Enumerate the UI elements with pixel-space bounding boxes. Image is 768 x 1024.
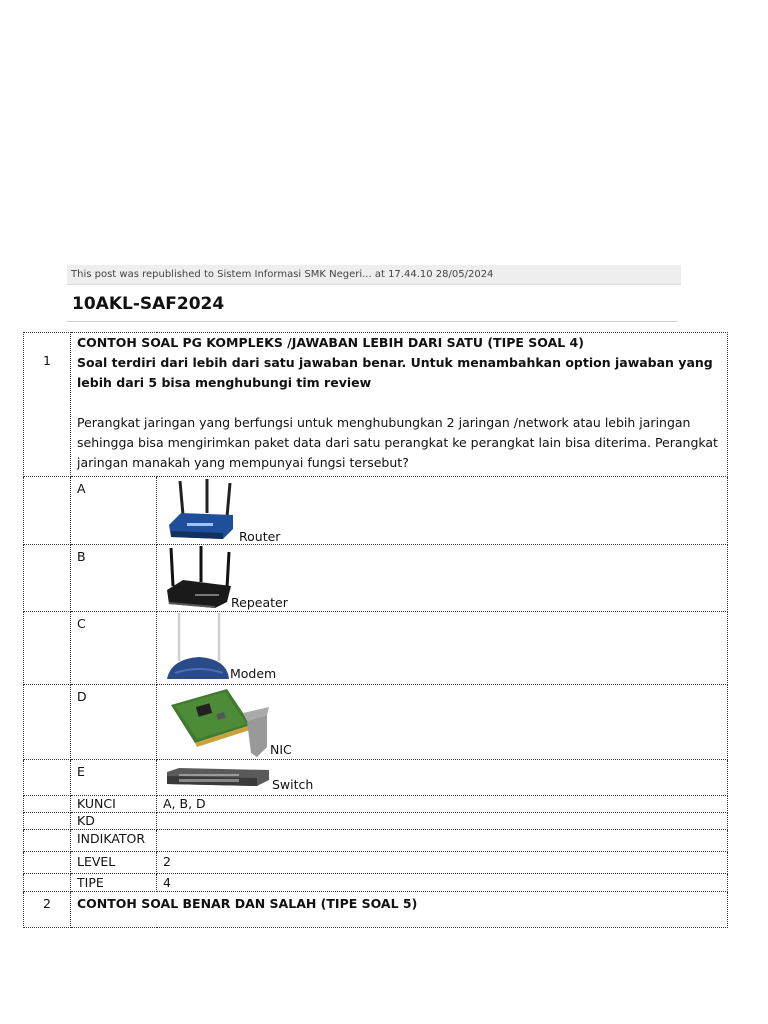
option-label: D	[71, 685, 157, 760]
option-label: B	[71, 545, 157, 612]
question-1-row	[24, 333, 728, 477]
meta-value: 4	[157, 874, 728, 892]
meta-key: INDIKATOR	[71, 830, 157, 852]
question-2-row	[24, 892, 728, 928]
question-instruction: Soal terdiri dari lebih dari satu jawaban benar. Untuk menambahkan option jawaban yang lebih dari 5 bisa menghubungi tim review	[77, 355, 713, 390]
option-image-cell	[157, 612, 728, 685]
meta-row-kd	[24, 813, 728, 830]
question-table	[23, 332, 728, 928]
meta-key: KD	[71, 813, 157, 830]
option-row-b	[24, 545, 728, 612]
meta-row-indikator	[24, 830, 728, 852]
repeater-icon	[165, 546, 233, 610]
network-switch-icon	[165, 766, 271, 788]
meta-value	[157, 830, 728, 852]
meta-row-level	[24, 852, 728, 874]
option-image-cell	[157, 760, 728, 796]
title-divider	[67, 321, 677, 322]
question-text: Perangkat jaringan yang berfungsi untuk menghubungkan 2 jaringan /network atau lebih jaringan sehingga bisa mengirimkan paket data dari satu perangkat ke perangkat lain bisa diterima. Perangkat jaringan manakah yang mempunyai fungsi tersebut?	[77, 415, 718, 470]
option-caption: Switch	[272, 777, 314, 792]
nic-card-icon	[167, 687, 271, 759]
option-label: C	[71, 612, 157, 685]
meta-key: TIPE	[71, 874, 157, 892]
option-image-cell	[157, 685, 728, 760]
question-number: 2	[24, 892, 71, 928]
option-caption: Router	[239, 529, 281, 544]
modem-icon	[165, 613, 231, 683]
question-heading: CONTOH SOAL PG KOMPLEKS /JAWABAN LEBIH DARI SATU (TIPE SOAL 4)	[77, 335, 584, 350]
option-label: E	[71, 760, 157, 796]
meta-value	[157, 813, 728, 830]
meta-key: LEVEL	[71, 852, 157, 874]
question-number: 1	[24, 333, 71, 477]
option-row-e	[24, 760, 728, 796]
meta-value: A, B, D	[157, 796, 728, 813]
meta-key: KUNCI	[71, 796, 157, 813]
option-row-d	[24, 685, 728, 760]
meta-value: 2	[157, 852, 728, 874]
option-caption: Modem	[230, 666, 277, 681]
meta-row-kunci	[24, 796, 728, 813]
router-icon	[167, 479, 237, 543]
question-heading: CONTOH SOAL BENAR DAN SALAH (TIPE SOAL 5)	[71, 892, 728, 928]
option-image-cell	[157, 545, 728, 612]
option-row-c	[24, 612, 728, 685]
question-1-body	[71, 333, 728, 477]
page-title: 10AKL-SAF2024	[72, 294, 225, 314]
option-row-a	[24, 477, 728, 545]
option-caption: NIC	[270, 742, 292, 757]
option-label: A	[71, 477, 157, 545]
meta-row-tipe	[24, 874, 728, 892]
republish-banner: This post was republished to Sistem Informasi SMK Negeri... at 17.44.10 28/05/2024	[67, 265, 681, 285]
option-image-cell	[157, 477, 728, 545]
option-caption: Repeater	[231, 595, 288, 610]
